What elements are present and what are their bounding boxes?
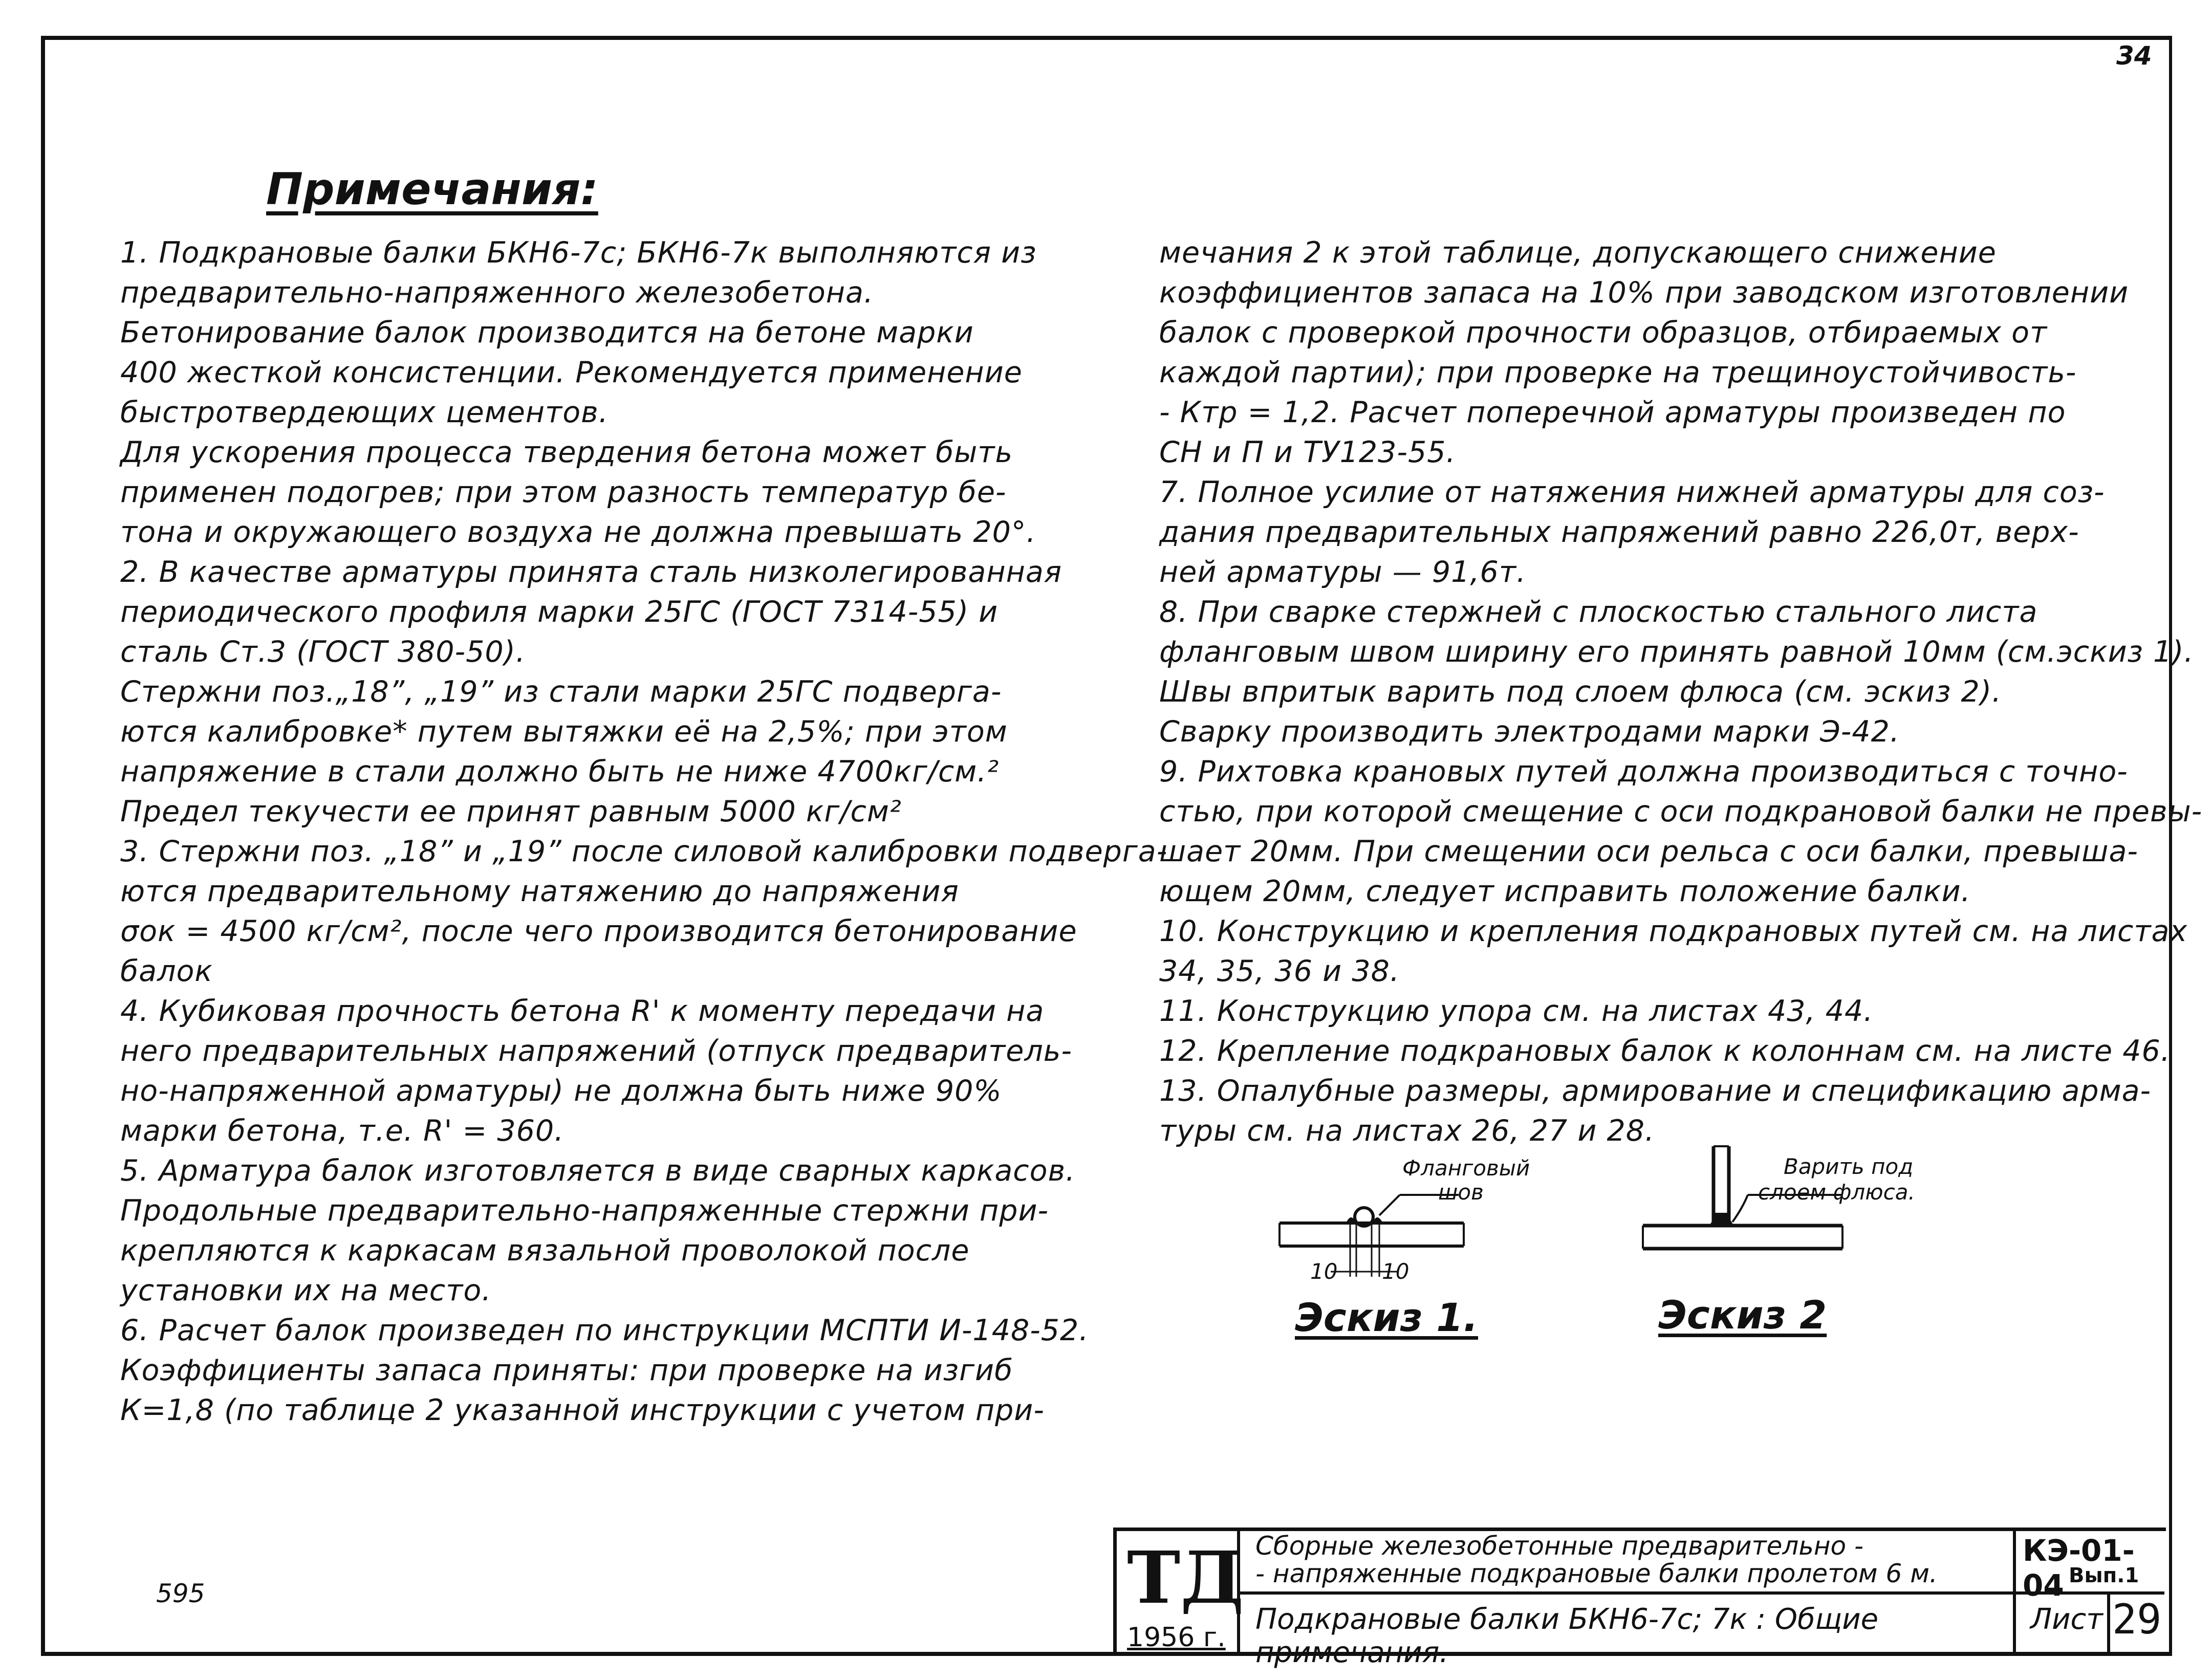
title-block — [1113, 1528, 2166, 1669]
stamp-title-line-2: - напряженные подкрановые балки пролетом 6 м. — [1255, 1559, 1938, 1588]
note-line: ней арматуры — 91,6т. — [1159, 555, 1527, 589]
sketch-2-label-bottom: слоем флюса. — [1758, 1180, 1915, 1205]
sketch-1-caption: Эскиз 1. — [1295, 1295, 1479, 1340]
drawing-issue: Вып.1 — [2069, 1564, 2139, 1587]
title-row — [1240, 1531, 2013, 1595]
note-line: Коэффициенты запаса приняты: при проверке на изгиб — [120, 1354, 1013, 1387]
note-line: применен подогрев; при этом разность температур бе- — [120, 475, 1007, 509]
note-line: периодического профиля марки 25ГС (ГОСТ 7314-55) и — [120, 595, 999, 629]
note-line: Сварку производить электродами марки Э-42. — [1159, 715, 1900, 749]
note-line: ются предварительному натяжению до напряжения — [120, 875, 959, 908]
note-line: 10. Конструкцию и крепления подкрановых путей см. на листах — [1159, 914, 2188, 948]
note-line: стью, при которой смещение с оси подкрановой балки не превы- — [1159, 795, 2203, 828]
sketch-2-caption: Эскиз 2 — [1658, 1292, 1827, 1338]
note-line: туры см. на листах 26, 27 и 28. — [1159, 1114, 1655, 1148]
sketch-1-label-top: Фланговый — [1402, 1155, 1530, 1181]
note-line: Для ускорения процесса твердения бетона может быть — [120, 435, 1013, 469]
note-line: 11. Конструкцию упора см. на листах 43, 44. — [1159, 994, 1874, 1028]
note-line: тона и окружающего воздуха не должна превышать 20°. — [120, 515, 1036, 549]
note-line: коэффициентов запаса на 10% при заводском изготовлении — [1159, 276, 2129, 310]
note-line: сталь Ст.3 (ГОСТ 380-50). — [120, 635, 526, 669]
note-line: Продольные предварительно-напряженные стержни при- — [120, 1194, 1049, 1228]
sheet-label: Лист — [2030, 1603, 2103, 1636]
left-notes-column — [120, 233, 1168, 1430]
sketch-1-dim-left: 10 — [1310, 1259, 1338, 1284]
note-line: дания предварительных напряжений равно 226,0т, верх- — [1159, 515, 2079, 549]
stamp-title-line-1: Сборные железобетонные предварительно - — [1255, 1531, 1864, 1561]
sketch-2-label-top: Варить под — [1784, 1154, 1914, 1179]
note-line: 6. Расчет балок произведен по инструкции МСПТИ И-148-52. — [120, 1314, 1089, 1347]
note-line: предварительно-напряженного железобетона. — [120, 276, 874, 310]
note-line: 5. Арматура балок изготовляется в виде сварных каркасов. — [120, 1154, 1076, 1188]
notes-title: Примечания: — [266, 164, 598, 215]
stamp-subtitle: Подкрановые балки БКН6-7с; 7к : Общие примечания. — [1255, 1603, 1879, 1669]
note-line: Стержни поз.„18”, „19” из стали марки 25ГС подверга- — [120, 675, 1002, 709]
note-line: балок с проверкой прочности образцов, отбираемых от — [1159, 316, 2048, 350]
note-line: ющем 20мм, следует исправить положение балки. — [1159, 875, 1971, 908]
note-line: ются калибровке* путем вытяжки её на 2,5%; при этом — [120, 715, 1008, 749]
note-line: СН и П и ТУ123-55. — [1159, 435, 1456, 469]
sheet-number: 29 — [2112, 1596, 2162, 1643]
page-number: 34 — [2116, 41, 2152, 71]
note-line: крепляются к каркасам вязальной проволокой после — [120, 1234, 970, 1268]
note-line: 13. Опалубные размеры, армирование и спецификацию арма- — [1159, 1074, 2152, 1108]
note-line: 3. Стержни поз. „18” и „19” после силовой калибровки подверга- — [120, 835, 1168, 868]
drawing-code: КЭ-01-04 — [2023, 1533, 2135, 1603]
note-line: 9. Рихтовка крановых путей должна производиться с точно- — [1159, 755, 2128, 789]
org-cell — [1117, 1531, 1244, 1653]
note-line: шает 20мм. При смещении оси рельса с оси балки, превыша- — [1159, 835, 2138, 868]
note-line: Швы впритык варить под слоем флюса (см. эскиз 2). — [1159, 675, 2002, 709]
note-line: балок — [120, 954, 213, 988]
note-line: 12. Крепление подкрановых балок к колоннам см. на листе 46. — [1159, 1034, 2171, 1068]
note-line: 2. В качестве арматуры принята сталь низколегированная — [120, 555, 1062, 589]
note-line: Предел текучести ее принят равным 5000 кг/см² — [120, 795, 902, 828]
note-line: фланговым швом ширину его принять равной 10мм (см.эскиз 1). — [1159, 635, 2194, 669]
note-line: К=1,8 (по таблице 2 указанной инструкции с учетом при- — [120, 1393, 1045, 1427]
sketch-1-dim-right: 10 — [1382, 1259, 1409, 1284]
note-line: - Ктр = 1,2. Расчет поперечной арматуры произведен по — [1159, 396, 2066, 429]
note-line: быстротвердеющих цементов. — [120, 396, 609, 429]
note-line: мечания 2 к этой таблице, допускающего снижение — [1159, 236, 1997, 270]
note-line: 4. Кубиковая прочность бетона R' к моменту передачи на — [120, 994, 1045, 1028]
note-line: 400 жесткой консистенции. Рекомендуется применение — [120, 356, 1023, 389]
margin-number: 595 — [156, 1579, 205, 1608]
note-line: Бетонирование балок производится на бетоне марки — [120, 316, 974, 350]
note-line: σок = 4500 кг/см², после чего производится бетонирование — [120, 914, 1077, 948]
org-mark: ТД — [1127, 1536, 1244, 1620]
note-line: каждой партии); при проверке на трещиноустойчивость- — [1159, 356, 2077, 389]
note-line: напряжение в стали должно быть не ниже 4700кг/см.² — [120, 755, 1000, 789]
note-line: 34, 35, 36 и 38. — [1159, 954, 1400, 988]
note-line: 1. Подкрановые балки БКН6-7с; БКН6-7к выполняются из — [120, 236, 1037, 270]
stamp-title — [1255, 1532, 1938, 1587]
note-line: 8. При сварке стержней с плоскостью стального листа — [1159, 595, 2038, 629]
note-line: него предварительных напряжений (отпуск предваритель- — [120, 1034, 1072, 1068]
note-line: марки бетона, т.е. R' = 360. — [120, 1114, 565, 1148]
note-line: установки их на место. — [120, 1274, 492, 1307]
note-line: но-напряженной арматуры) не должна быть ниже 90% — [120, 1074, 1002, 1108]
sketch-1-label-bottom: шов — [1438, 1180, 1484, 1205]
stamp-year: 1956 г. — [1127, 1622, 1226, 1653]
right-notes-column — [1159, 233, 2203, 1151]
title-cell — [1240, 1531, 2016, 1669]
note-line: 7. Полное усилие от натяжения нижней арматуры для соз- — [1159, 475, 2105, 509]
